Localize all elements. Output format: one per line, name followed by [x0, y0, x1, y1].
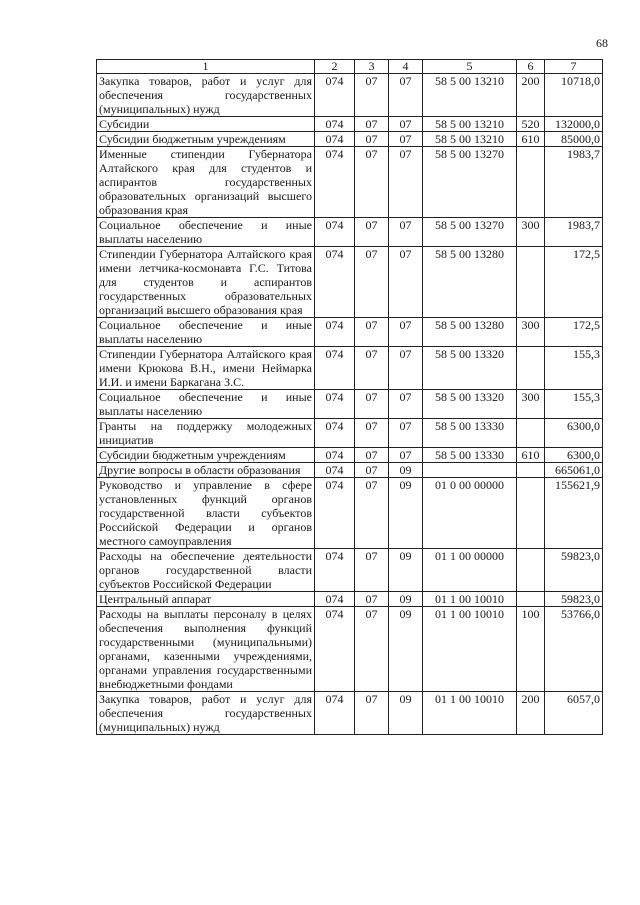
expense-type-cell: 200	[517, 692, 545, 735]
section-code-cell: 07	[355, 692, 389, 735]
ministry-code-cell: 074	[315, 117, 355, 132]
amount-cell: 1983,7	[545, 218, 603, 247]
section-code-cell: 07	[355, 147, 389, 218]
ministry-code-cell: 074	[315, 448, 355, 463]
amount-cell: 1983,7	[545, 147, 603, 218]
target-code-cell: 58 5 00 13280	[423, 247, 517, 318]
subsection-code-cell: 07	[389, 448, 423, 463]
section-code-cell: 07	[355, 347, 389, 390]
table-row	[97, 463, 603, 478]
table-row	[97, 448, 603, 463]
table-row	[97, 549, 603, 592]
amount-cell: 6300,0	[545, 419, 603, 448]
header-cell: 6	[517, 60, 545, 74]
header-cell: 1	[97, 60, 315, 74]
subsection-code-cell: 07	[389, 419, 423, 448]
subsection-code-cell: 09	[389, 549, 423, 592]
expense-type-cell: 300	[517, 318, 545, 347]
header-cell: 4	[389, 60, 423, 74]
ministry-code-cell: 074	[315, 318, 355, 347]
expense-type-cell: 300	[517, 390, 545, 419]
name-cell: Расходы на обеспечение деятельности органов государственной власти субъектов Российской Федерации	[97, 549, 315, 592]
subsection-code-cell: 07	[389, 132, 423, 147]
amount-cell: 172,5	[545, 318, 603, 347]
budget-table	[96, 59, 603, 735]
expense-type-cell	[517, 247, 545, 318]
target-code-cell: 58 5 00 13210	[423, 117, 517, 132]
target-code-cell: 58 5 00 13280	[423, 318, 517, 347]
name-cell: Расходы на выплаты персоналу в целях обеспечения выполнения функций государственными (муниципальными) органами, казенными учреждениями, органами управления государственными внебюджетными фондами	[97, 607, 315, 692]
section-code-cell: 07	[355, 463, 389, 478]
subsection-code-cell: 07	[389, 318, 423, 347]
name-cell: Социальное обеспечение и иные выплаты населению	[97, 218, 315, 247]
target-code-cell: 01 1 00 10010	[423, 607, 517, 692]
ministry-code-cell: 074	[315, 419, 355, 448]
header-cell: 2	[315, 60, 355, 74]
target-code-cell: 58 5 00 13330	[423, 419, 517, 448]
ministry-code-cell: 074	[315, 132, 355, 147]
table-row	[97, 247, 603, 318]
expense-type-cell: 200	[517, 74, 545, 117]
expense-type-cell: 610	[517, 132, 545, 147]
table-row	[97, 74, 603, 117]
section-code-cell: 07	[355, 419, 389, 448]
subsection-code-cell: 07	[389, 218, 423, 247]
table-row	[97, 419, 603, 448]
expense-type-cell	[517, 463, 545, 478]
section-code-cell: 07	[355, 74, 389, 117]
ministry-code-cell: 074	[315, 592, 355, 607]
amount-cell: 59823,0	[545, 549, 603, 592]
name-cell: Закупка товаров, работ и услуг для обеспечения государственных (муниципальных) нужд	[97, 74, 315, 117]
amount-cell: 6300,0	[545, 448, 603, 463]
expense-type-cell	[517, 549, 545, 592]
name-cell: Социальное обеспечение и иные выплаты населению	[97, 390, 315, 419]
name-cell: Закупка товаров, работ и услуг для обеспечения государственных (муниципальных) нужд	[97, 692, 315, 735]
target-code-cell: 58 5 00 13270	[423, 147, 517, 218]
amount-cell: 155,3	[545, 347, 603, 390]
expense-type-cell: 520	[517, 117, 545, 132]
subsection-code-cell: 07	[389, 390, 423, 419]
subsection-code-cell: 07	[389, 74, 423, 117]
expense-type-cell	[517, 592, 545, 607]
table-row	[97, 117, 603, 132]
section-code-cell: 07	[355, 592, 389, 607]
amount-cell: 665061,0	[545, 463, 603, 478]
table-row	[97, 592, 603, 607]
name-cell: Субсидии бюджетным учреждениям	[97, 448, 315, 463]
subsection-code-cell: 07	[389, 117, 423, 132]
expense-type-cell	[517, 419, 545, 448]
table-row	[97, 692, 603, 735]
ministry-code-cell: 074	[315, 147, 355, 218]
ministry-code-cell: 074	[315, 478, 355, 549]
table-row	[97, 478, 603, 549]
ministry-code-cell: 074	[315, 607, 355, 692]
section-code-cell: 07	[355, 478, 389, 549]
name-cell: Субсидии	[97, 117, 315, 132]
name-cell: Социальное обеспечение и иные выплаты населению	[97, 318, 315, 347]
section-code-cell: 07	[355, 390, 389, 419]
name-cell: Именные стипендии Губернатора Алтайского края для студентов и аспирантов государственных образовательных организаций высшего образования края	[97, 147, 315, 218]
ministry-code-cell: 074	[315, 218, 355, 247]
subsection-code-cell: 07	[389, 347, 423, 390]
table-row	[97, 318, 603, 347]
expense-type-cell: 100	[517, 607, 545, 692]
section-code-cell: 07	[355, 318, 389, 347]
ministry-code-cell: 074	[315, 549, 355, 592]
target-code-cell: 01 1 00 10010	[423, 692, 517, 735]
subsection-code-cell: 07	[389, 147, 423, 218]
table-row	[97, 132, 603, 147]
name-cell: Стипендии Губернатора Алтайского края имени летчика-космонавта Г.С. Титова для студентов и аспирантов государственных образовательных организаций высшего образования края	[97, 247, 315, 318]
table-row	[97, 147, 603, 218]
target-code-cell: 58 5 00 13210	[423, 132, 517, 147]
header-cell: 7	[545, 60, 603, 74]
name-cell: Центральный аппарат	[97, 592, 315, 607]
amount-cell: 6057,0	[545, 692, 603, 735]
amount-cell: 53766,0	[545, 607, 603, 692]
expense-type-cell: 300	[517, 218, 545, 247]
section-code-cell: 07	[355, 607, 389, 692]
table-header	[97, 60, 603, 74]
expense-type-cell	[517, 347, 545, 390]
target-code-cell: 01 1 00 00000	[423, 549, 517, 592]
expense-type-cell	[517, 147, 545, 218]
ministry-code-cell: 074	[315, 247, 355, 318]
target-code-cell: 58 5 00 13320	[423, 390, 517, 419]
ministry-code-cell: 074	[315, 74, 355, 117]
table-row	[97, 390, 603, 419]
subsection-code-cell: 09	[389, 592, 423, 607]
table-row	[97, 607, 603, 692]
amount-cell: 155,3	[545, 390, 603, 419]
expense-type-cell	[517, 478, 545, 549]
name-cell: Стипендии Губернатора Алтайского края имени Крюкова В.Н., имени Неймарка И.И. и имени Баркагана З.С.	[97, 347, 315, 390]
name-cell: Руководство и управление в сфере установленных функций органов государственной власти субъектов Российской Федерации и органов местного самоуправления	[97, 478, 315, 549]
amount-cell: 10718,0	[545, 74, 603, 117]
name-cell: Другие вопросы в области образования	[97, 463, 315, 478]
target-code-cell: 58 5 00 13330	[423, 448, 517, 463]
target-code-cell: 58 5 00 13270	[423, 218, 517, 247]
table-row	[97, 347, 603, 390]
subsection-code-cell: 09	[389, 463, 423, 478]
ministry-code-cell: 074	[315, 390, 355, 419]
section-code-cell: 07	[355, 117, 389, 132]
expense-type-cell: 610	[517, 448, 545, 463]
section-code-cell: 07	[355, 549, 389, 592]
subsection-code-cell: 09	[389, 692, 423, 735]
target-code-cell: 01 1 00 10010	[423, 592, 517, 607]
amount-cell: 172,5	[545, 247, 603, 318]
target-code-cell: 01 0 00 00000	[423, 478, 517, 549]
target-code-cell: 58 5 00 13210	[423, 74, 517, 117]
subsection-code-cell: 09	[389, 478, 423, 549]
amount-cell: 132000,0	[545, 117, 603, 132]
page-number: 68	[596, 36, 608, 50]
ministry-code-cell: 074	[315, 463, 355, 478]
table-body	[97, 74, 603, 735]
header-cell: 3	[355, 60, 389, 74]
subsection-code-cell: 09	[389, 607, 423, 692]
target-code-cell: 58 5 00 13320	[423, 347, 517, 390]
amount-cell: 85000,0	[545, 132, 603, 147]
ministry-code-cell: 074	[315, 692, 355, 735]
amount-cell: 59823,0	[545, 592, 603, 607]
target-code-cell	[423, 463, 517, 478]
ministry-code-cell: 074	[315, 347, 355, 390]
section-code-cell: 07	[355, 132, 389, 147]
header-cell: 5	[423, 60, 517, 74]
section-code-cell: 07	[355, 247, 389, 318]
amount-cell: 155621,9	[545, 478, 603, 549]
name-cell: Субсидии бюджетным учреждениям	[97, 132, 315, 147]
section-code-cell: 07	[355, 218, 389, 247]
table-row	[97, 218, 603, 247]
section-code-cell: 07	[355, 448, 389, 463]
name-cell: Гранты на поддержку молодежных инициатив	[97, 419, 315, 448]
subsection-code-cell: 07	[389, 247, 423, 318]
